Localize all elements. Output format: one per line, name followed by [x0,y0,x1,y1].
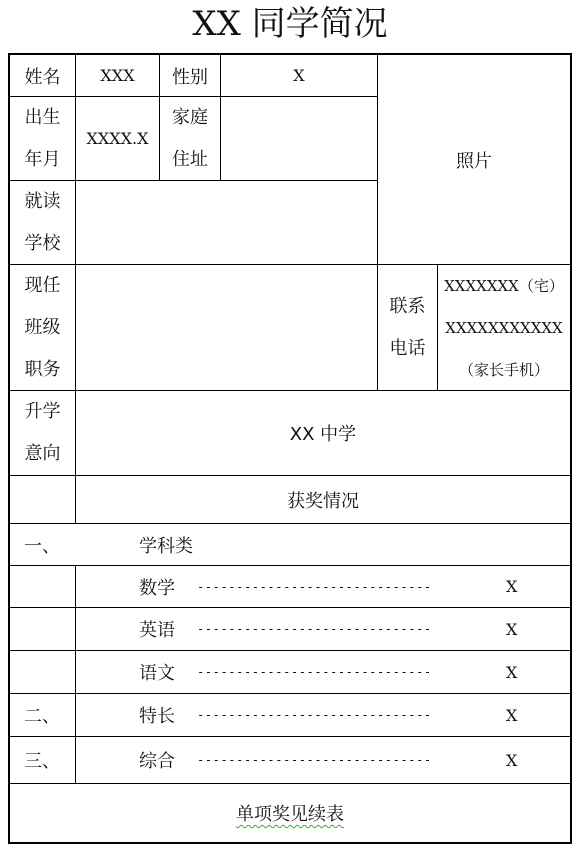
award-subject: 英语 [139,620,175,641]
section-number: 一、 [24,535,60,557]
birth-label-line-2: 年月 [24,148,61,170]
award-subject: 特长 [139,706,175,727]
position-value [76,265,377,390]
gender-value: X [293,66,305,85]
award-subject: 综合 [139,751,175,772]
award-leader-dashes: ------------------------------ [197,708,432,722]
address-value [221,97,377,180]
award-row-chinese [76,651,570,693]
phone-mobile-note: （家长手机） [458,360,549,379]
award-value: X [506,705,518,725]
award-value: X [506,750,518,770]
award-leader-dashes: ------------------------------ [197,753,432,767]
award-leader-dashes: ------------------------------ [197,579,432,594]
name-value: XXX [100,66,135,85]
section-number: 二、 [24,706,60,727]
award-row-english [76,608,570,650]
award-row-comprehensive [76,737,570,783]
awards-footer-text: 单项奖见续表 [236,804,344,825]
intention-label [10,391,75,475]
award-subject: 语文 [139,663,175,684]
section-number: 三、 [24,751,60,772]
address-label [160,97,220,180]
phone-value [438,265,570,390]
section-number-2 [10,694,75,736]
position-label-line-2: 班级 [24,316,61,338]
award-leader-dashes: ------------------------------ [197,665,432,679]
address-label-line-1: 家庭 [172,106,208,128]
awards-header: 获奖情况 [287,490,359,512]
award-leader-dashes: ------------------------------ [197,622,432,636]
award-value: X [506,619,518,639]
photo-label: 照片 [456,150,492,172]
phone-label-line-2: 电话 [389,337,426,359]
birth-value: XXXX.X [86,129,149,148]
phone-home: XXXXXXX（宅） [444,276,564,295]
section-title: 学科类 [139,535,193,557]
photo-placeholder [378,55,570,264]
school-label-line-2: 学校 [24,232,61,254]
section-number-3 [10,737,75,783]
award-row-math [76,566,570,607]
address-label-line-2: 住址 [172,148,208,170]
intention-label-line-2: 意向 [24,443,61,464]
position-label-line-1: 现任 [24,274,61,296]
name-label: 姓名 [24,66,61,88]
intention-value: XX 中学 [289,424,357,445]
phone-label [378,265,437,390]
position-label [10,265,75,390]
page-title: XX 同学简况 [192,4,388,44]
gender-label: 性别 [172,66,208,88]
award-value: X [506,662,518,682]
birth-label-line-1: 出生 [24,106,61,128]
school-value [76,181,377,264]
phone-mobile: XXXXXXXXXXX [445,318,563,337]
award-row-specialty [76,694,570,736]
award-subject: 数学 [139,577,175,599]
award-value: X [506,577,518,596]
position-label-line-3: 职务 [24,358,61,380]
intention-label-line-1: 升学 [24,401,61,422]
awards-footer [10,784,570,842]
birth-label [10,97,75,180]
school-label-line-1: 就读 [24,190,61,212]
phone-label-line-1: 联系 [389,295,426,317]
school-label [10,181,75,264]
section-academic [10,524,570,565]
